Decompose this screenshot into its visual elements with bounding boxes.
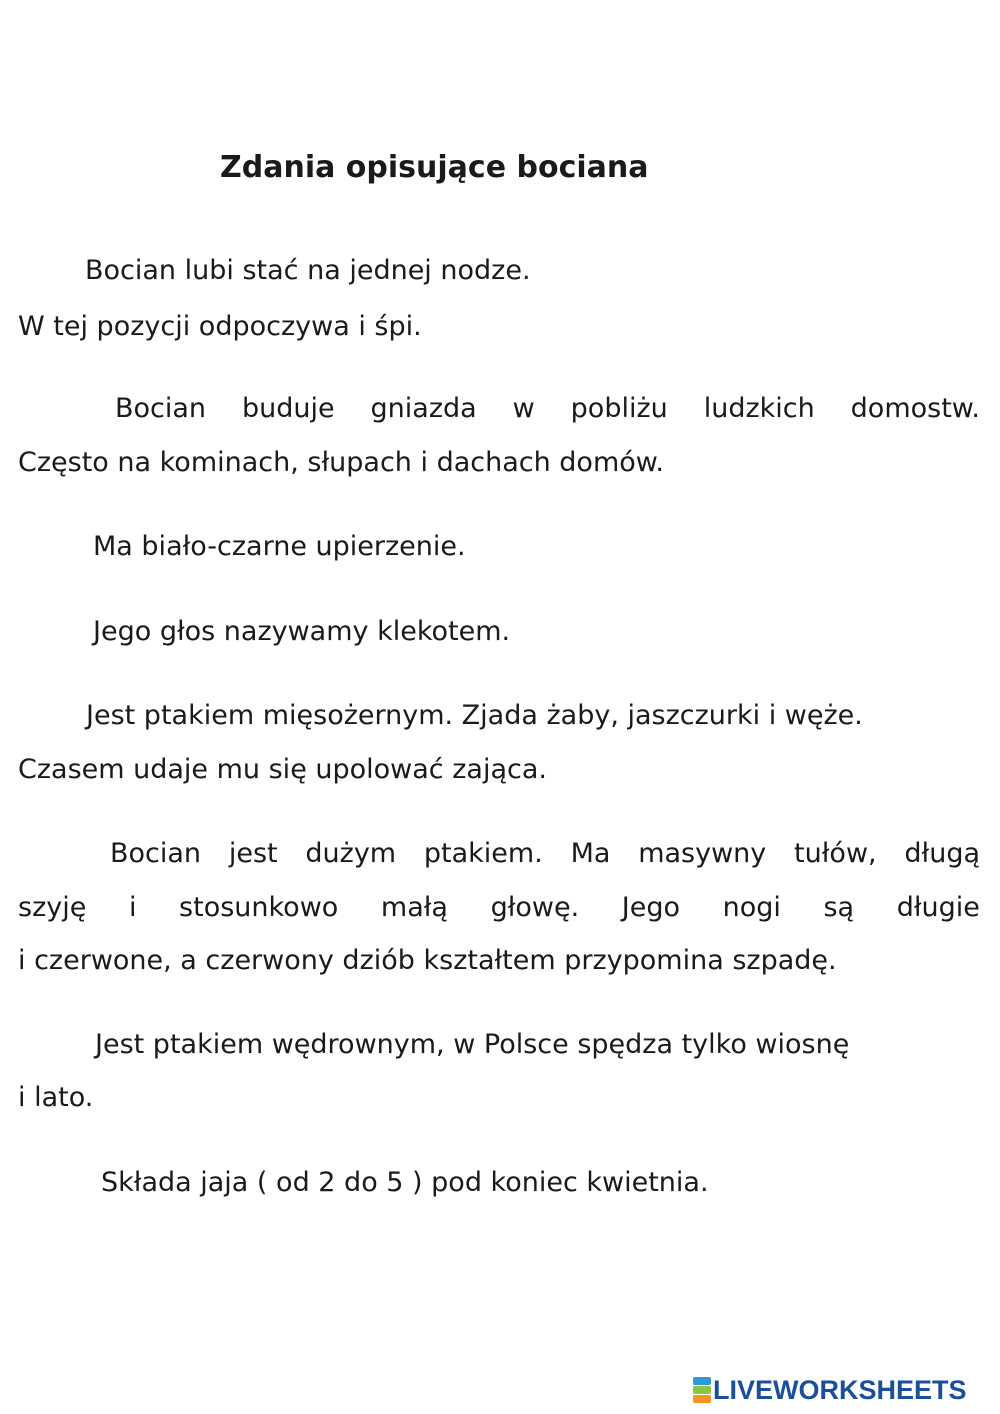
paragraph-1-line-1: Bocian lubi stać na jednej nodze. [85,255,531,286]
word: małą [380,892,448,923]
page-title: Zdania opisujące bociana [220,150,649,185]
paragraph-5-line-2: Czasem udaje mu się upolować zająca. [18,754,547,785]
word: i [128,892,137,923]
paragraph-7-line-1: Jest ptakiem wędrownym, w Polsce spędza tylko wiosnę [95,1029,850,1060]
paragraph-5-line-1: Jest ptakiem mięsożernym. Zjada żaby, jaszczurki i węże. [86,700,863,731]
word: długą [904,838,980,869]
word: masywny [638,838,767,869]
paragraph-6-line-1 [110,837,980,871]
paragraph-2-line-2: Często na kominach, słupach i dachach domów. [18,447,664,478]
logo-bar [693,1377,711,1385]
word: domostw. [850,393,980,424]
word: dużym [305,838,397,869]
paragraph-4-line-1: Jego głos nazywamy klekotem. [93,616,511,647]
liveworksheets-logo[interactable] [693,1374,967,1406]
word: szyję [18,892,87,923]
word: w [512,393,535,424]
word: Ma [570,838,611,869]
paragraph-7-line-2: i lato. [18,1082,94,1113]
liveworksheets-logo-text: LIVEWORKSHEETS [713,1374,967,1405]
paragraph-6-line-2 [18,891,980,925]
word: głowę. [490,892,580,923]
word: długie [896,892,980,923]
paragraph-2-line-1 [115,392,980,426]
word: ludzkich [703,393,815,424]
word: Bocian [110,838,202,869]
word: stosunkowo [179,892,339,923]
word: gniazda [370,393,477,424]
paragraph-8-line-1: Składa jaja ( od 2 do 5 ) pod koniec kwietnia. [101,1167,709,1198]
logo-bar [693,1395,711,1403]
paragraph-3-line-1: Ma biało-czarne upierzenie. [93,531,466,562]
word: ptakiem. [423,838,543,869]
word: są [823,892,855,923]
liveworksheets-logo-icon [693,1377,711,1403]
word: tułów, [794,838,877,869]
paragraph-1-line-2: W tej pozycji odpoczywa i śpi. [18,311,422,342]
word: Bocian [115,393,207,424]
paragraph-6-line-3: i czerwone, a czerwony dziób kształtem przypomina szpadę. [18,945,837,976]
word: nogi [722,892,781,923]
word: buduje [241,393,335,424]
word: pobliżu [570,393,668,424]
word: jest [228,838,278,869]
logo-bar [693,1386,711,1394]
word: Jego [621,892,681,923]
